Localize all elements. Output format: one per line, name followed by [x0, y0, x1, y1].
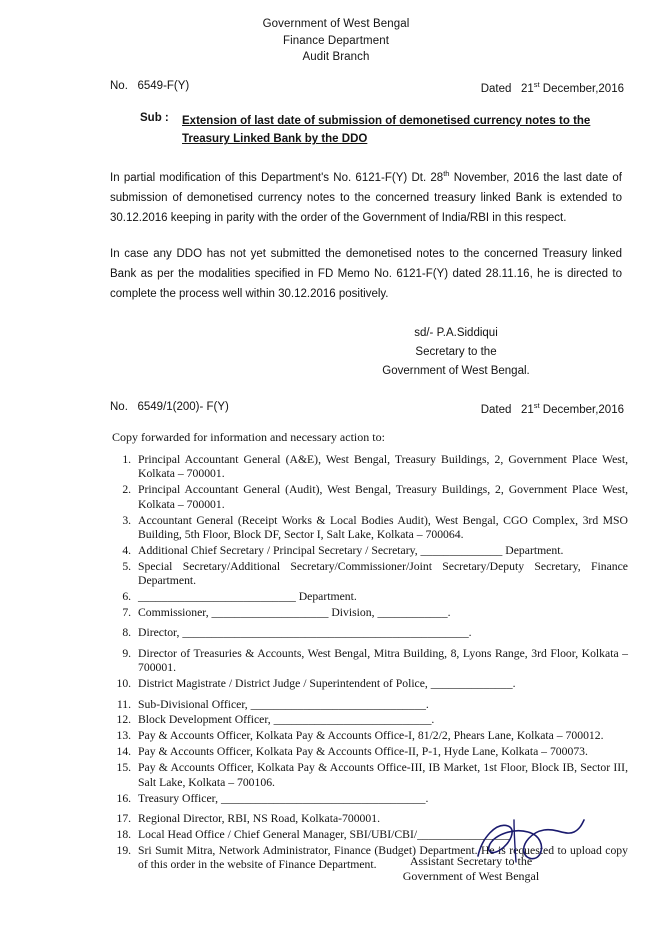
paragraph-1: In partial modification of this Department's No. 6121-F(Y) Dt. 28th November, 2016 the last date of submission of demonetised currency notes to the concerned treasury linked Bank is extended to 30.12.2016 keeping in parity with the order of the Government of India/RBI in this respect. [110, 169, 622, 225]
list-item: 4. Additional Chief Secretary / Principal Secretary / Secretary, ______________ Department. [134, 544, 628, 558]
subject-block [140, 112, 612, 148]
list-item: 6. ___________________________ Department. [134, 590, 628, 604]
header-line-government: Government of West Bengal [262, 18, 410, 30]
signatory-title-1: Secretary to the [415, 346, 497, 359]
list-item: 18. Local Head Office / Chief General Manager, SBI/UBI/CBI/________________ [134, 828, 628, 842]
footer-signature-block [0, 854, 672, 884]
list-item: 3. Accountant General (Receipt Works & Local Bodies Audit), West Bengal, CGO Complex, 3rd MSO Building, 5th Floor, Block DF, Sector I, Salt Lake, Kolkata – 700064. [134, 514, 628, 543]
list-item: 2. Principal Accountant General (Audit), West Bengal, Treasury Buildings, 2, Government Place West, Kolkata – 700001. [134, 483, 628, 512]
list-item: 5. Special Secretary/Additional Secretary/Commissioner/Joint Secretary/Deputy Secretary, Finance Department. [134, 560, 628, 589]
recipients-list [112, 453, 628, 873]
signatory-title-2: Government of West Bengal. [382, 365, 530, 378]
header-line-branch: Audit Branch [302, 51, 370, 63]
copy-forwarded-text: Copy forwarded for information and necessary action to: [112, 429, 385, 444]
memo-number: No. 6549-F(Y) [110, 79, 190, 92]
list-item: 9. Director of Treasuries & Accounts, West Bengal, Mitra Building, 8, Lyons Range, 3rd Floor, Kolkata – 700001. [134, 647, 628, 676]
list-item: 15. Pay & Accounts Officer, Kolkata Pay & Accounts Office-III, IB Market, 1st Floor, Block IB, Sector III, Salt Lake, Kolkata – 700106. [134, 761, 628, 790]
memo-number-line [110, 80, 624, 95]
list-item: 14. Pay & Accounts Officer, Kolkata Pay & Accounts Office-II, P-1, Hyde Lane, Kolkata – 700073. [134, 745, 628, 759]
list-item: 7. Commissioner, ____________________ Division, ____________. [134, 606, 628, 620]
memo-date-ordinal: st [533, 79, 540, 89]
list-item: 16. Treasury Officer, ___________________________________. [134, 792, 628, 806]
list-item: 8. Director, _________________________________________________. [134, 626, 628, 640]
para1-ordinal: th [443, 169, 450, 179]
memo-number-line-2 [110, 401, 624, 416]
memo-number-2: No. 6549/1(200)- F(Y) [110, 401, 229, 414]
list-item: 12. Block Development Officer, ___________________________. [134, 713, 628, 727]
subject-label: Sub : [140, 112, 169, 125]
memo-date: Dated 21st December,2016 [480, 79, 624, 95]
list-item: 17. Regional Director, RBI, NS Road, Kolkata-700001. [134, 812, 628, 826]
list-item: 13. Pay & Accounts Officer, Kolkata Pay & Accounts Office-I, 81/2/2, Phears Lane, Kolkata – 700012. [134, 729, 628, 743]
paragraph-2: In case any DDO has not yet submitted the demonetised notes to the concerned Treasury linked Bank as per the modalities specified in FD Memo No. 6121-F(Y) dated 28.11.16, he is directed to complete the process well within 30.12.2016 positively. [110, 248, 622, 301]
subject-text: Extension of last date of submission of demonetised currency notes to the Treasury Linked Bank by the DDO [182, 115, 591, 146]
list-item: 11. Sub-Divisional Officer, ______________________________. [134, 698, 628, 712]
memo-date-2-ordinal: st [533, 401, 540, 411]
footer-signatory-title-1: Assistant Secretary to the [409, 854, 533, 868]
memo-date-2: Dated 21st December,2016 [480, 401, 624, 416]
signature-block [0, 324, 672, 381]
header-line-department: Finance Department [283, 34, 389, 47]
signatory-name: sd/- P.A.Siddiqui [414, 327, 498, 340]
document-header [0, 16, 672, 66]
footer-signatory-title-2: Government of West Bengal [402, 869, 540, 883]
list-item: 10. District Magistrate / District Judge / Superintendent of Police, ______________. [134, 677, 628, 691]
list-item: 1. Principal Accountant General (A&E), West Bengal, Treasury Buildings, 2, Government Place West, Kolkata – 700001. [134, 453, 628, 482]
list-item: 19. Sri Sumit Mitra, Network Administrator, Finance (Budget) Department. He is requested to upload copy of this order in the website of Finance Department. [134, 844, 628, 873]
